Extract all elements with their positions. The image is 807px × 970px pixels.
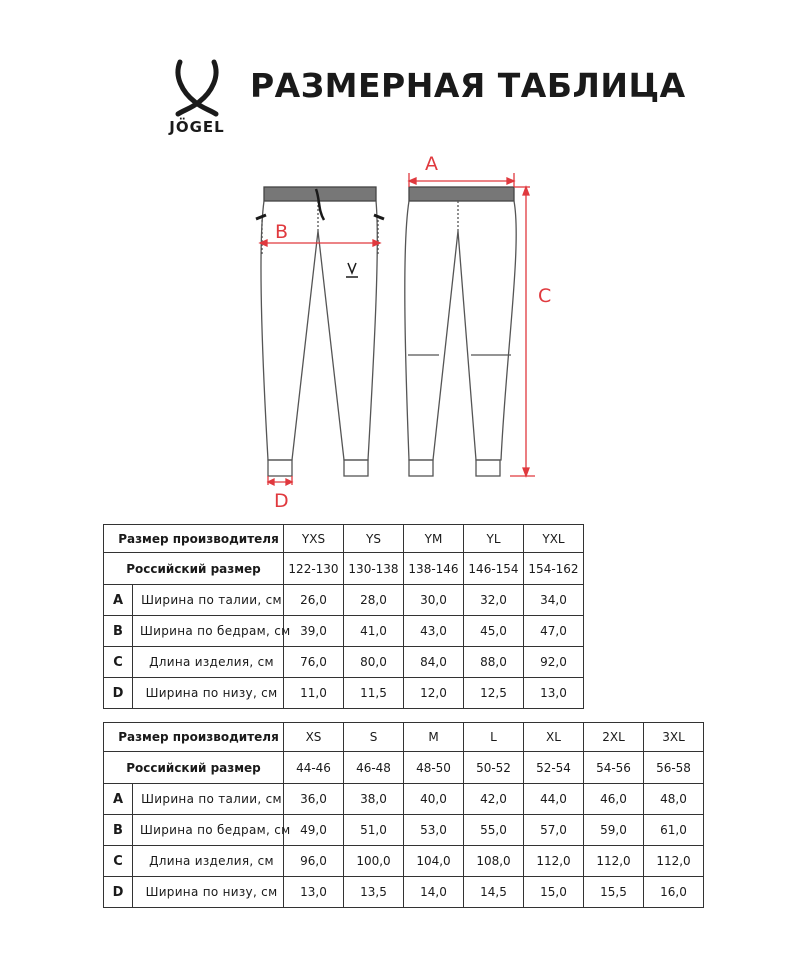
table-row-russian-size — [104, 752, 704, 784]
russian-size-cell: 56-58 — [644, 752, 704, 784]
table-row — [104, 877, 704, 908]
russian-size-cell: 122-130 — [284, 553, 344, 585]
value-cell: 112,0 — [584, 846, 644, 877]
measure-letter: C — [104, 846, 133, 877]
value-cell: 76,0 — [284, 647, 344, 678]
value-cell: 28,0 — [344, 585, 404, 616]
table-row-maker-size — [104, 723, 704, 752]
brand-wordmark: JÖGEL — [169, 118, 225, 136]
brand-logo — [152, 58, 242, 138]
header-label: Размер производителя — [104, 525, 284, 553]
value-cell: 46,0 — [584, 784, 644, 815]
value-cell: 38,0 — [344, 784, 404, 815]
value-cell: 34,0 — [524, 585, 584, 616]
dimension-label-b: B — [275, 221, 289, 243]
measure-letter: A — [104, 784, 133, 815]
measure-label: Ширина по бедрам, см — [133, 815, 284, 846]
measure-label: Ширина по низу, см — [133, 678, 284, 709]
value-cell: 88,0 — [464, 647, 524, 678]
value-cell: 30,0 — [404, 585, 464, 616]
value-cell: 112,0 — [644, 846, 704, 877]
size-table-adult — [103, 722, 704, 908]
russian-size-cell: 138-146 — [404, 553, 464, 585]
value-cell: 13,5 — [344, 877, 404, 908]
header-label: Размер производителя — [104, 723, 284, 752]
table-row — [104, 585, 584, 616]
size-cell: S — [344, 723, 404, 752]
value-cell: 42,0 — [464, 784, 524, 815]
russian-size-cell: 154-162 — [524, 553, 584, 585]
measure-letter: A — [104, 585, 133, 616]
table-row — [104, 616, 584, 647]
measure-letter: B — [104, 815, 133, 846]
russian-size-cell: 130-138 — [344, 553, 404, 585]
table-row — [104, 846, 704, 877]
value-cell: 108,0 — [464, 846, 524, 877]
value-cell: 14,0 — [404, 877, 464, 908]
russian-size-label: Российский размер — [104, 752, 284, 784]
measure-letter: D — [104, 877, 133, 908]
table-row-maker-size — [104, 525, 584, 553]
size-cell: XS — [284, 723, 344, 752]
russian-size-label: Российский размер — [104, 553, 284, 585]
measure-letter: B — [104, 616, 133, 647]
size-cell: XL — [524, 723, 584, 752]
value-cell: 59,0 — [584, 815, 644, 846]
measure-label: Ширина по талии, см — [133, 585, 284, 616]
size-cell: 3XL — [644, 723, 704, 752]
value-cell: 100,0 — [344, 846, 404, 877]
value-cell: 51,0 — [344, 815, 404, 846]
russian-size-cell: 146-154 — [464, 553, 524, 585]
table-row — [104, 647, 584, 678]
value-cell: 16,0 — [644, 877, 704, 908]
table-row — [104, 815, 704, 846]
value-cell: 43,0 — [404, 616, 464, 647]
table-row-russian-size — [104, 553, 584, 585]
page-title: РАЗМЕРНАЯ ТАБЛИЦА — [250, 66, 686, 105]
dimension-label-c: C — [538, 285, 552, 307]
measure-letter: C — [104, 647, 133, 678]
russian-size-cell: 46-48 — [344, 752, 404, 784]
measure-label: Ширина по бедрам, см — [133, 616, 284, 647]
size-cell: M — [404, 723, 464, 752]
value-cell: 12,5 — [464, 678, 524, 709]
measure-letter: D — [104, 678, 133, 709]
russian-size-cell: 52-54 — [524, 752, 584, 784]
value-cell: 96,0 — [284, 846, 344, 877]
value-cell: 55,0 — [464, 815, 524, 846]
measure-label: Длина изделия, см — [133, 846, 284, 877]
pants-outline-icon — [240, 155, 580, 515]
table-row — [104, 678, 584, 709]
value-cell: 32,0 — [464, 585, 524, 616]
value-cell: 39,0 — [284, 616, 344, 647]
size-cell: YXL — [524, 525, 584, 553]
size-cell: 2XL — [584, 723, 644, 752]
value-cell: 13,0 — [284, 877, 344, 908]
value-cell: 80,0 — [344, 647, 404, 678]
value-cell: 104,0 — [404, 846, 464, 877]
value-cell: 84,0 — [404, 647, 464, 678]
measure-label: Длина изделия, см — [133, 647, 284, 678]
size-cell: YS — [344, 525, 404, 553]
value-cell: 45,0 — [464, 616, 524, 647]
size-cell: L — [464, 723, 524, 752]
table-row — [104, 784, 704, 815]
value-cell: 14,5 — [464, 877, 524, 908]
measure-label: Ширина по талии, см — [133, 784, 284, 815]
pants-diagram — [240, 155, 580, 515]
value-cell: 44,0 — [524, 784, 584, 815]
value-cell: 41,0 — [344, 616, 404, 647]
size-cell: YL — [464, 525, 524, 553]
value-cell: 49,0 — [284, 815, 344, 846]
dimension-label-d: D — [274, 490, 289, 512]
value-cell: 48,0 — [644, 784, 704, 815]
value-cell: 11,0 — [284, 678, 344, 709]
value-cell: 12,0 — [404, 678, 464, 709]
value-cell: 11,5 — [344, 678, 404, 709]
value-cell: 112,0 — [524, 846, 584, 877]
russian-size-cell: 48-50 — [404, 752, 464, 784]
russian-size-cell: 50-52 — [464, 752, 524, 784]
jogel-emblem-icon — [152, 58, 242, 118]
value-cell: 57,0 — [524, 815, 584, 846]
value-cell: 15,5 — [584, 877, 644, 908]
dimension-label-a: A — [425, 153, 438, 175]
value-cell: 47,0 — [524, 616, 584, 647]
value-cell: 61,0 — [644, 815, 704, 846]
russian-size-cell: 44-46 — [284, 752, 344, 784]
value-cell: 36,0 — [284, 784, 344, 815]
value-cell: 26,0 — [284, 585, 344, 616]
size-cell: YXS — [284, 525, 344, 553]
size-cell: YM — [404, 525, 464, 553]
russian-size-cell: 54-56 — [584, 752, 644, 784]
value-cell: 40,0 — [404, 784, 464, 815]
value-cell: 92,0 — [524, 647, 584, 678]
size-table-youth — [103, 524, 584, 709]
value-cell: 53,0 — [404, 815, 464, 846]
value-cell: 15,0 — [524, 877, 584, 908]
value-cell: 13,0 — [524, 678, 584, 709]
measure-label: Ширина по низу, см — [133, 877, 284, 908]
